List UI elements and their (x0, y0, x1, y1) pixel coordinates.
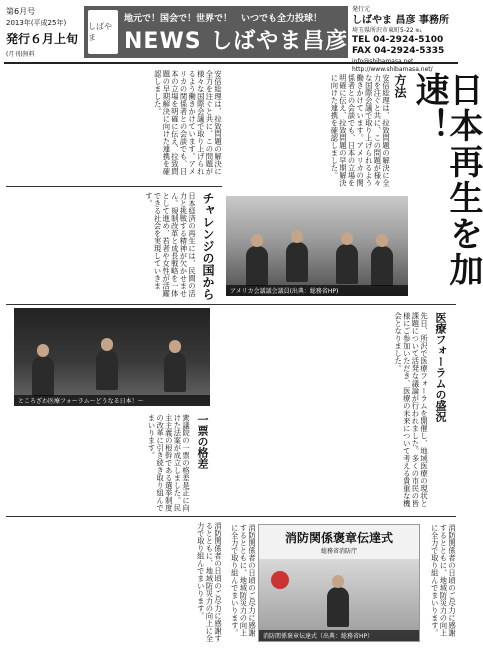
fax: FAX 04-2924-5335 (352, 46, 445, 57)
flag-icon (271, 571, 289, 589)
photo-us-meeting (226, 196, 408, 296)
logo: しばやま (88, 10, 118, 54)
photo-forum-caption: ところざわ医療フォーラム～どうなる日本！～ (14, 395, 210, 406)
issue-number: 第6月号 (6, 7, 36, 16)
divider (6, 186, 222, 187)
article5-body: 消防関係者の日頃のご尽力に感謝するとともに、地域防災力の向上に全力で取り組んでまいります。 (196, 522, 223, 642)
issue-note: (月刊)無料 (6, 51, 35, 58)
masthead-divider (4, 62, 458, 64)
section-divider (6, 304, 456, 305)
tel: TEL 04-2924-5100 (352, 34, 444, 45)
issue-label: 発行６月上旬 (6, 32, 79, 46)
article1-continued: 安倍総理は、拉致問題の解決に全力を注ぐと共に、この問題が様々な国際会議で取り上げられるよう働きかけています。アメリカの関係者との会談でも、日本の立場を明確に伝え、拉致問題の早期解決に向けた連携を確認しました。 (153, 70, 223, 175)
article1-heading: 方法 (393, 74, 407, 98)
ceremony-banner: 消防関係褒章伝達式 (284, 531, 393, 545)
article2-body: 日本経済の再生には、民間の活力と挑戦する精神が欠かせません。規制改革と成長戦略を一体として進め、若者や女性が活躍できる社会を実現していきます。 (144, 192, 197, 297)
issue-info (6, 6, 78, 60)
website: http://www.shibamasa.net/ (352, 65, 433, 73)
article3-body: 先日、所沢で医療フォーラムを開催し、地域医療の現状と課題について活発な議論が行われました。多くの市民の皆様にご参加いただき、医療の未来について考える貴重な機会となりました。 (394, 312, 429, 507)
publisher-label: 発行元 (352, 6, 371, 13)
photo-forum (14, 308, 210, 406)
newsletter-title: NEWS しばやま昌彦 (124, 29, 349, 54)
article1-body: 安倍総理は、拉致問題の解決に全力を注ぐと共に、この問題が様々な国際会議で取り上げられるよう働きかけています。アメリカの関係者との会談でも、日本の立場を明確に伝え、拉致問題の早期解決に向けた連携を確認しました。 (330, 74, 391, 187)
masthead (0, 0, 462, 73)
article4-heading: 一票の格差 (196, 414, 209, 469)
article2-heading: チャレンジの国から (201, 192, 215, 300)
bottom-divider (6, 516, 456, 517)
article5-end: 消防関係者の日頃のご尽力に感謝するとともに、地域防災力の向上に全力で取り組んでまいります。 (430, 524, 457, 637)
address: 埼玉県所沢市東町5-22 ℡ (352, 26, 422, 34)
photo-fire-caption: 消防関係褒章伝達式（出典：総務省HP） (259, 630, 419, 641)
slogan: 地元で！国会で！世界で！ いつでも全力投球！ (124, 14, 323, 24)
article4-body: 衆議院の一票の格差是正に向けた法案が成立しました。民主主義の根幹である選挙制度の改革に引き続き取り組んでまいります。 (147, 414, 191, 512)
article5-side: 消防関係者の日頃のご尽力に感謝するとともに、地域防災力の向上に全力で取り組んでまいります。 (230, 524, 257, 637)
photo-us-meeting-caption: アメリカ会議議会議員(出典：総務省HP) (226, 285, 408, 296)
publisher-name: しばやま 昌彦 事務所 (352, 14, 449, 26)
ceremony-sub: 総務省消防庁 (320, 548, 357, 555)
issue-date: 2013年(平成25年) (6, 19, 67, 27)
contact-block (352, 6, 458, 73)
title-banner (84, 6, 348, 58)
photo-fire-ceremony (258, 524, 420, 642)
main-headline: 日本再生を加速！ (409, 72, 483, 288)
article3-heading: 医療フォーラムの盛況 (434, 312, 447, 422)
